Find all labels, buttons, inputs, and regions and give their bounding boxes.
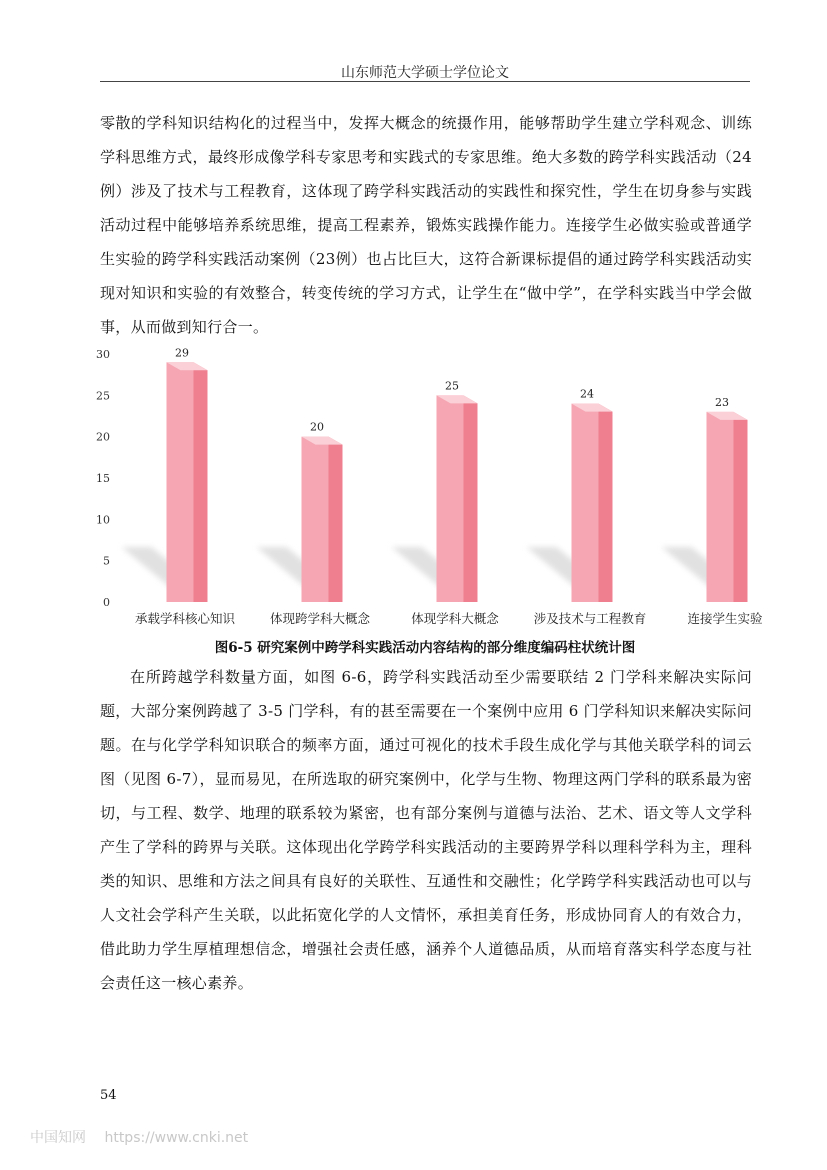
y-tick-label: 20: [96, 430, 110, 444]
bar-side: [734, 412, 748, 602]
x-tick-label: 体现跨学科大概念: [269, 611, 371, 626]
bar: [437, 379, 478, 602]
y-tick-label: 5: [103, 554, 110, 568]
bar-front: [167, 362, 194, 602]
bar-front: [707, 412, 734, 602]
bar-chart: [90, 346, 770, 628]
x-tick-label: 体现学科大概念: [411, 611, 499, 626]
running-header: 山东师范大学硕士学位论文: [341, 65, 509, 81]
x-tick-label: 涉及技术与工程教育: [533, 611, 647, 626]
bar-value-label: 29: [175, 346, 189, 360]
bar-side: [599, 404, 613, 602]
bar-value-label: 24: [580, 387, 594, 401]
bar-side: [194, 362, 208, 602]
paragraph-2: 在所跨越学科数量方面，如图 6-6，跨学科实践活动至少需要联结 2 门学科来解决实际问题，大部分案例跨越了 3-5 门学科，有的甚至需要在一个案例中应用 6 门学科知识来解决实际问题。在与化学学科知识联合的频率方面，通过可视化的技术手段生成化学与其他关联学科的词云图（见图 6-7），显而易见，在所选取的研究案例中，化学与生物、物理这两门学科的联系最为密切，与工程、数学、地理的联系较为紧密，也有部分案例与道德与法治、艺术、语文等人文学科产生了学科的跨界与关联。这体现出化学跨学科实践活动的主要跨界学科以理科学科为主，理科类的知识、思维和方法之间具有良好的关联性、互通性和交融性；化学跨学科实践活动也可以与人文社会学科产生关联，以此拓宽化学的人文情怀，承担美育任务，形成协同育人的有效合力，借此助力学生厚植理想信念，增强社会责任感，涵养个人道德品质，从而培育落实科学态度与社会责任这一核心素养。: [100, 668, 752, 992]
bar-value-label: 25: [445, 379, 459, 393]
y-tick-label: 15: [96, 472, 110, 485]
bar-value-label: 20: [310, 420, 324, 434]
page-number: 54: [100, 1088, 117, 1103]
bar: [572, 388, 613, 602]
x-tick-label: 承载学科核心知识: [134, 611, 236, 626]
y-tick-label: 10: [96, 513, 110, 527]
watermark-url: https://www.cnki.net: [104, 1130, 249, 1146]
bar-side: [329, 437, 343, 602]
figure-caption: 图6-5 研究案例中跨学科实践活动内容结构的部分维度编码柱状统计图: [214, 640, 636, 656]
cnki-watermark: [30, 1127, 248, 1147]
bar-front: [437, 395, 464, 602]
bar: [302, 421, 343, 602]
watermark-brand: 中国知网: [30, 1130, 86, 1146]
header-rule: [100, 81, 750, 82]
bar-front: [572, 404, 599, 602]
bar-front: [302, 437, 329, 602]
paragraph-1: 零散的学科知识结构化的过程当中，发挥大概念的统摄作用，能够帮助学生建立学科观念、训练学科思维方式，最终形成像学科专家思考和实践式的专家思维。绝大多数的跨学科实践活动（24例）涉及了技术与工程教育，这体现了跨学科实践活动的实践性和探究性，学生在切身参与实践活动过程中能够培养系统思维，提高工程素养，锻炼实践操作能力。连接学生必做实验或普通学生实验的跨学科实践活动案例（23例）也占比巨大，这符合新课标提倡的通过跨学科实践活动实现对知识和实验的有效整合，转变传统的学习方式，让学生在“做中学”，在学科实践当中学会做事，从而做到知行合一。: [100, 114, 752, 336]
x-tick-label: 连接学生实验: [687, 611, 763, 626]
y-tick-label: 0: [103, 596, 110, 609]
y-tick-label: 25: [96, 389, 110, 403]
bar-value-label: 23: [715, 395, 729, 409]
bar: [167, 346, 208, 602]
bar: [707, 396, 748, 602]
y-tick-label: 30: [96, 348, 110, 361]
bar-side: [464, 395, 478, 602]
